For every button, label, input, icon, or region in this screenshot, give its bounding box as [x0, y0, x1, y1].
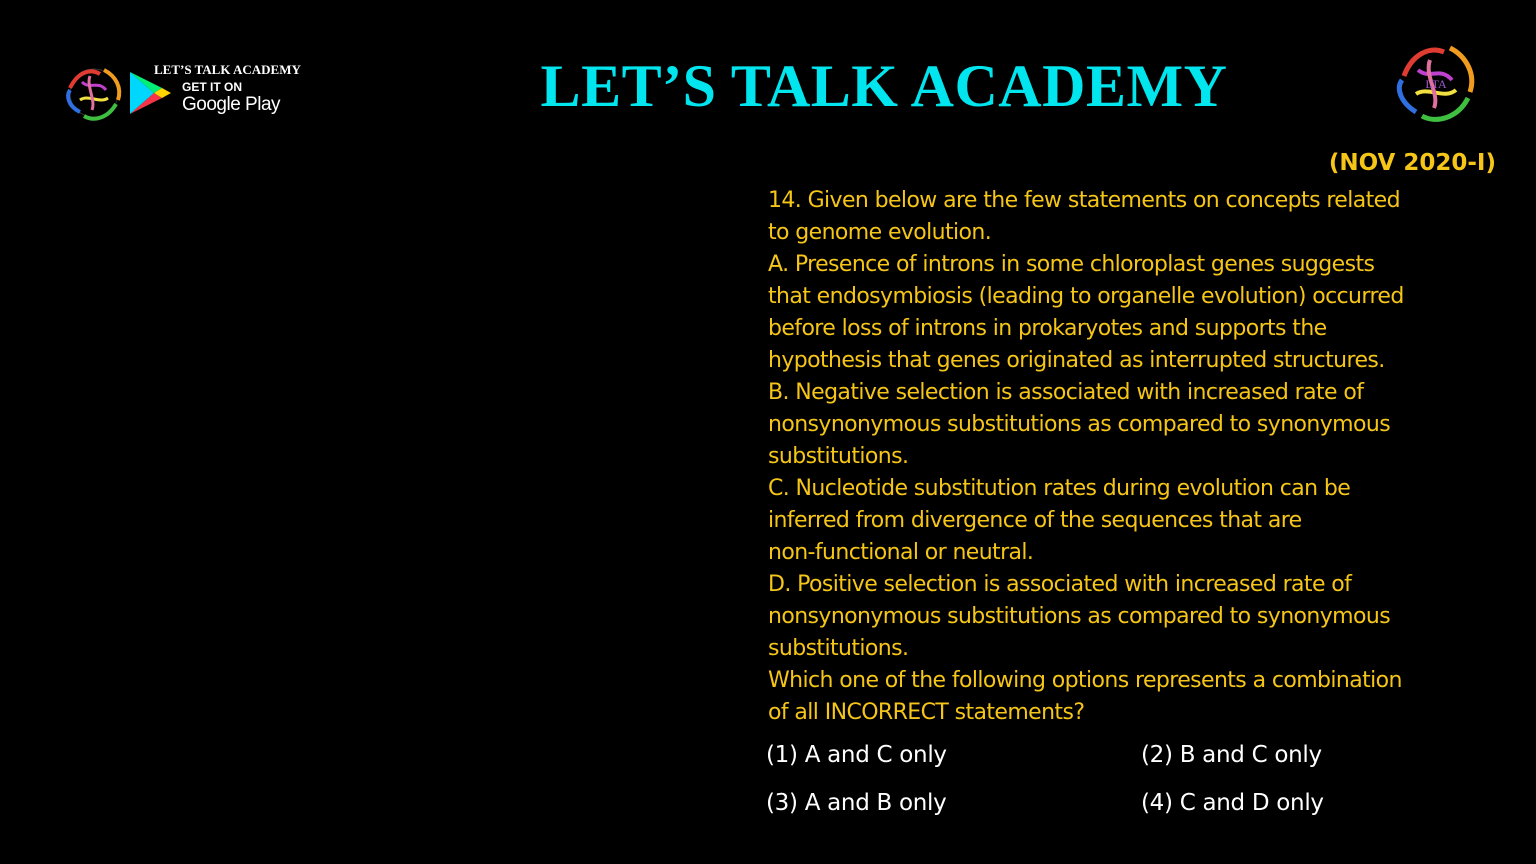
question-prompt: Which one of the following options represents a combination of all INCORRECT statements?	[768, 668, 1402, 725]
badge-store-label: Google Play	[182, 94, 281, 115]
option-2[interactable]: (2) B and C only	[1141, 742, 1322, 768]
option-1[interactable]: (1) A and C only	[766, 742, 947, 768]
statement-b: B. Negative selection is associated with increased rate of nonsynonymous substitutions as compared to synonymous substitutions.	[768, 380, 1391, 469]
question-stem: 14. Given below are the few statements on concepts related to genome evolution.	[768, 188, 1400, 245]
statement-d: D. Positive selection is associated with increased rate of nonsynonymous substitutions as compared to synonymous substitutions.	[768, 572, 1391, 661]
exam-tag: (NOV 2020-I)	[1328, 150, 1496, 176]
badge-get-it-on-label: GET IT ON	[182, 80, 242, 94]
badge-academy-label: LET’S TALK ACADEMY	[154, 62, 301, 77]
option-3[interactable]: (3) A and B only	[766, 790, 947, 816]
svg-text:LTA: LTA	[1425, 77, 1447, 91]
lta-logo-right-icon	[1390, 40, 1482, 128]
page-title: LET’S TALK ACADEMY	[540, 53, 1228, 119]
statement-c: C. Nucleotide substitution rates during evolution can be inferred from divergence of the sequences that are non-functional or neutral.	[768, 476, 1351, 565]
statement-a: A. Presence of introns in some chloroplast genes suggests that endosymbiosis (leading to organelle evolution) occurred before loss of introns in prokaryotes and supports the hypothesis that genes originated as interrupted structures.	[768, 252, 1404, 373]
option-4[interactable]: (4) C and D only	[1141, 790, 1324, 816]
question-text	[768, 185, 1498, 729]
